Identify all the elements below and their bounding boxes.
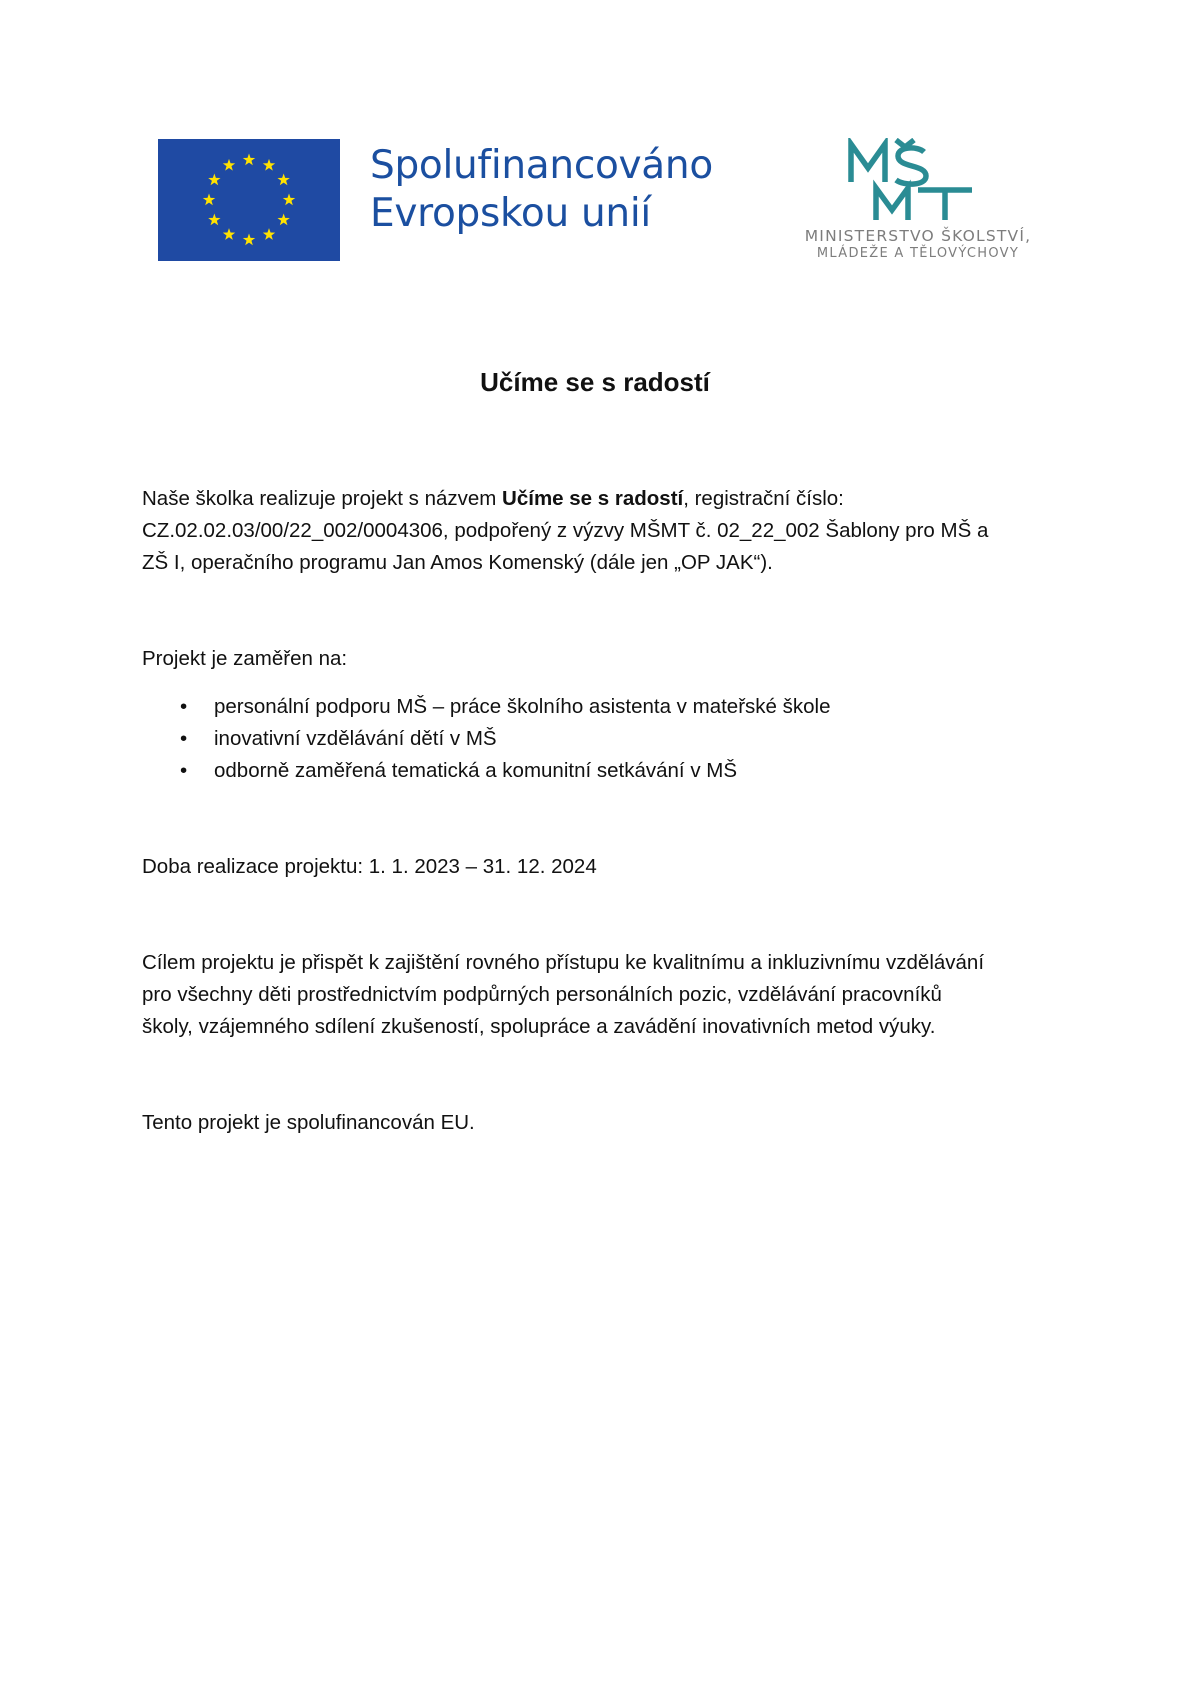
intro-paragraph	[142, 483, 1062, 579]
page-title: Učíme se s radostí	[480, 367, 710, 397]
bullet-icon: •	[180, 727, 188, 750]
intro-text-after: , registrační číslo:	[683, 487, 844, 510]
focus-heading: Projekt je zaměřen na:	[142, 647, 348, 670]
intro-text-before: Naše školka realizuje projekt s názvem	[142, 487, 503, 510]
eu-cofunded-text	[370, 142, 713, 238]
eu-text-line-2: Evropskou unií	[370, 191, 651, 236]
bullet-icon: •	[180, 695, 188, 718]
msmt-name-line-2: MLÁDEŽE A TĚLOVÝCHOVY	[816, 246, 1020, 261]
msmt-letter-s	[896, 148, 926, 184]
focus-list	[142, 691, 1062, 787]
goal-line-2: pro všechny děti prostřednictvím podpůrných personálních pozic, vzdělávání pracovníků	[142, 983, 942, 1006]
goal-line-1: Cílem projektu je přispět k zajištění rovného přístupu ke kvalitnímu a inkluzivnímu vzdělávání	[142, 951, 985, 974]
funding-statement: Tento projekt je spolufinancován EU.	[142, 1111, 475, 1134]
list-item	[142, 723, 1062, 755]
document-body	[142, 483, 1062, 1139]
list-item	[142, 755, 1062, 787]
list-item	[142, 691, 1062, 723]
realization-period: Doba realizace projektu: 1. 1. 2023 – 31. 12. 2024	[142, 855, 597, 878]
list-item-text: odborně zaměřená tematická a komunitní setkávání v MŠ	[214, 759, 738, 782]
logo-header	[0, 0, 1190, 300]
msmt-logo	[848, 138, 980, 224]
msmt-name	[783, 228, 1053, 262]
goal-line-3: školy, vzájemného sdílení zkušeností, spolupráce a zavádění inovativních metod výuky.	[142, 1015, 936, 1038]
eu-text-line-1: Spolufinancováno	[370, 143, 713, 188]
msmt-letter-m-top	[851, 144, 885, 182]
goal-paragraph	[142, 947, 1062, 1043]
intro-line-2: CZ.02.02.03/00/22_002/0004306, podpořený z výzvy MŠMT č. 02_22_002 Šablony pro MŠ a	[142, 519, 989, 542]
bullet-icon: •	[180, 759, 188, 782]
msmt-name-line-1: MINISTERSTVO ŠKOLSTVÍ,	[804, 227, 1032, 245]
msmt-letter-t	[918, 190, 972, 220]
msmt-letter-m-bottom	[876, 188, 908, 220]
eu-flag-logo	[158, 139, 340, 261]
list-item-text: inovativní vzdělávání dětí v MŠ	[214, 727, 497, 750]
project-name: Učíme se s radostí	[502, 487, 684, 510]
intro-line-3: ZŠ I, operačního programu Jan Amos Komenský (dále jen „OP JAK“).	[142, 551, 773, 574]
list-item-text: personální podporu MŠ – práce školního asistenta v mateřské škole	[214, 695, 831, 718]
